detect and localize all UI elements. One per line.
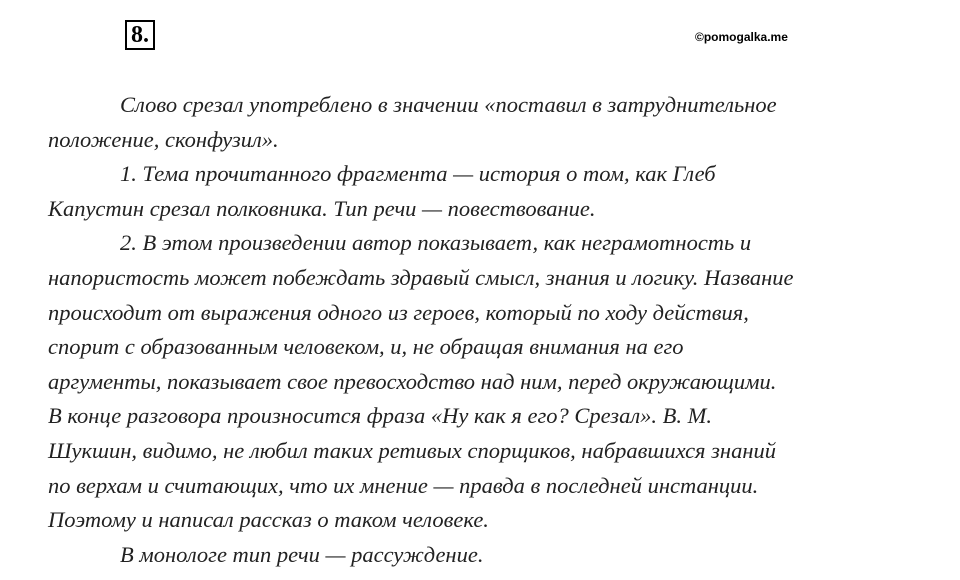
text-line: Шукшин, видимо, не любил таких ретивых спорщиков, набравшихся знаний bbox=[48, 437, 776, 463]
text-line: происходит от выражения одного из героев, который по ходу действия, bbox=[48, 299, 749, 325]
text-line: 1. Тема прочитанного фрагмента — история о том, как Глеб bbox=[120, 161, 716, 187]
text-line: В монологе тип речи — рассуждение. bbox=[120, 541, 484, 567]
text-line: 2. В этом произведении автор показывает, как неграмотность и bbox=[120, 230, 752, 256]
text-line: аргументы, показывает свое превосходство над ним, перед окружающими. bbox=[48, 368, 777, 394]
task-number: 8. bbox=[125, 20, 155, 50]
text-line: по верхам и считающих, что их мнение — правда в последней инстанции. bbox=[48, 472, 759, 498]
watermark: ©pomogalka.me bbox=[695, 30, 788, 44]
text-line: спорит с образованным человеком, и, не обращая внимания на его bbox=[48, 334, 684, 360]
text-line: Слово срезал употреблено в значении «поставил в затруднительное bbox=[120, 92, 777, 117]
text-line: положение, сконфузил». bbox=[48, 126, 279, 152]
text-line: напористость может побеждать здравый смысл, знания и логику. Название bbox=[48, 264, 794, 290]
text-line: В конце разговора произносится фраза «Ну как я его? Срезал». В. М. bbox=[48, 403, 712, 429]
answer-text bbox=[48, 88, 928, 572]
text-line: Поэтому и написал рассказ о таком человеке. bbox=[48, 507, 489, 533]
text-line: Капустин срезал полковника. Тип речи — повествование. bbox=[48, 195, 596, 221]
